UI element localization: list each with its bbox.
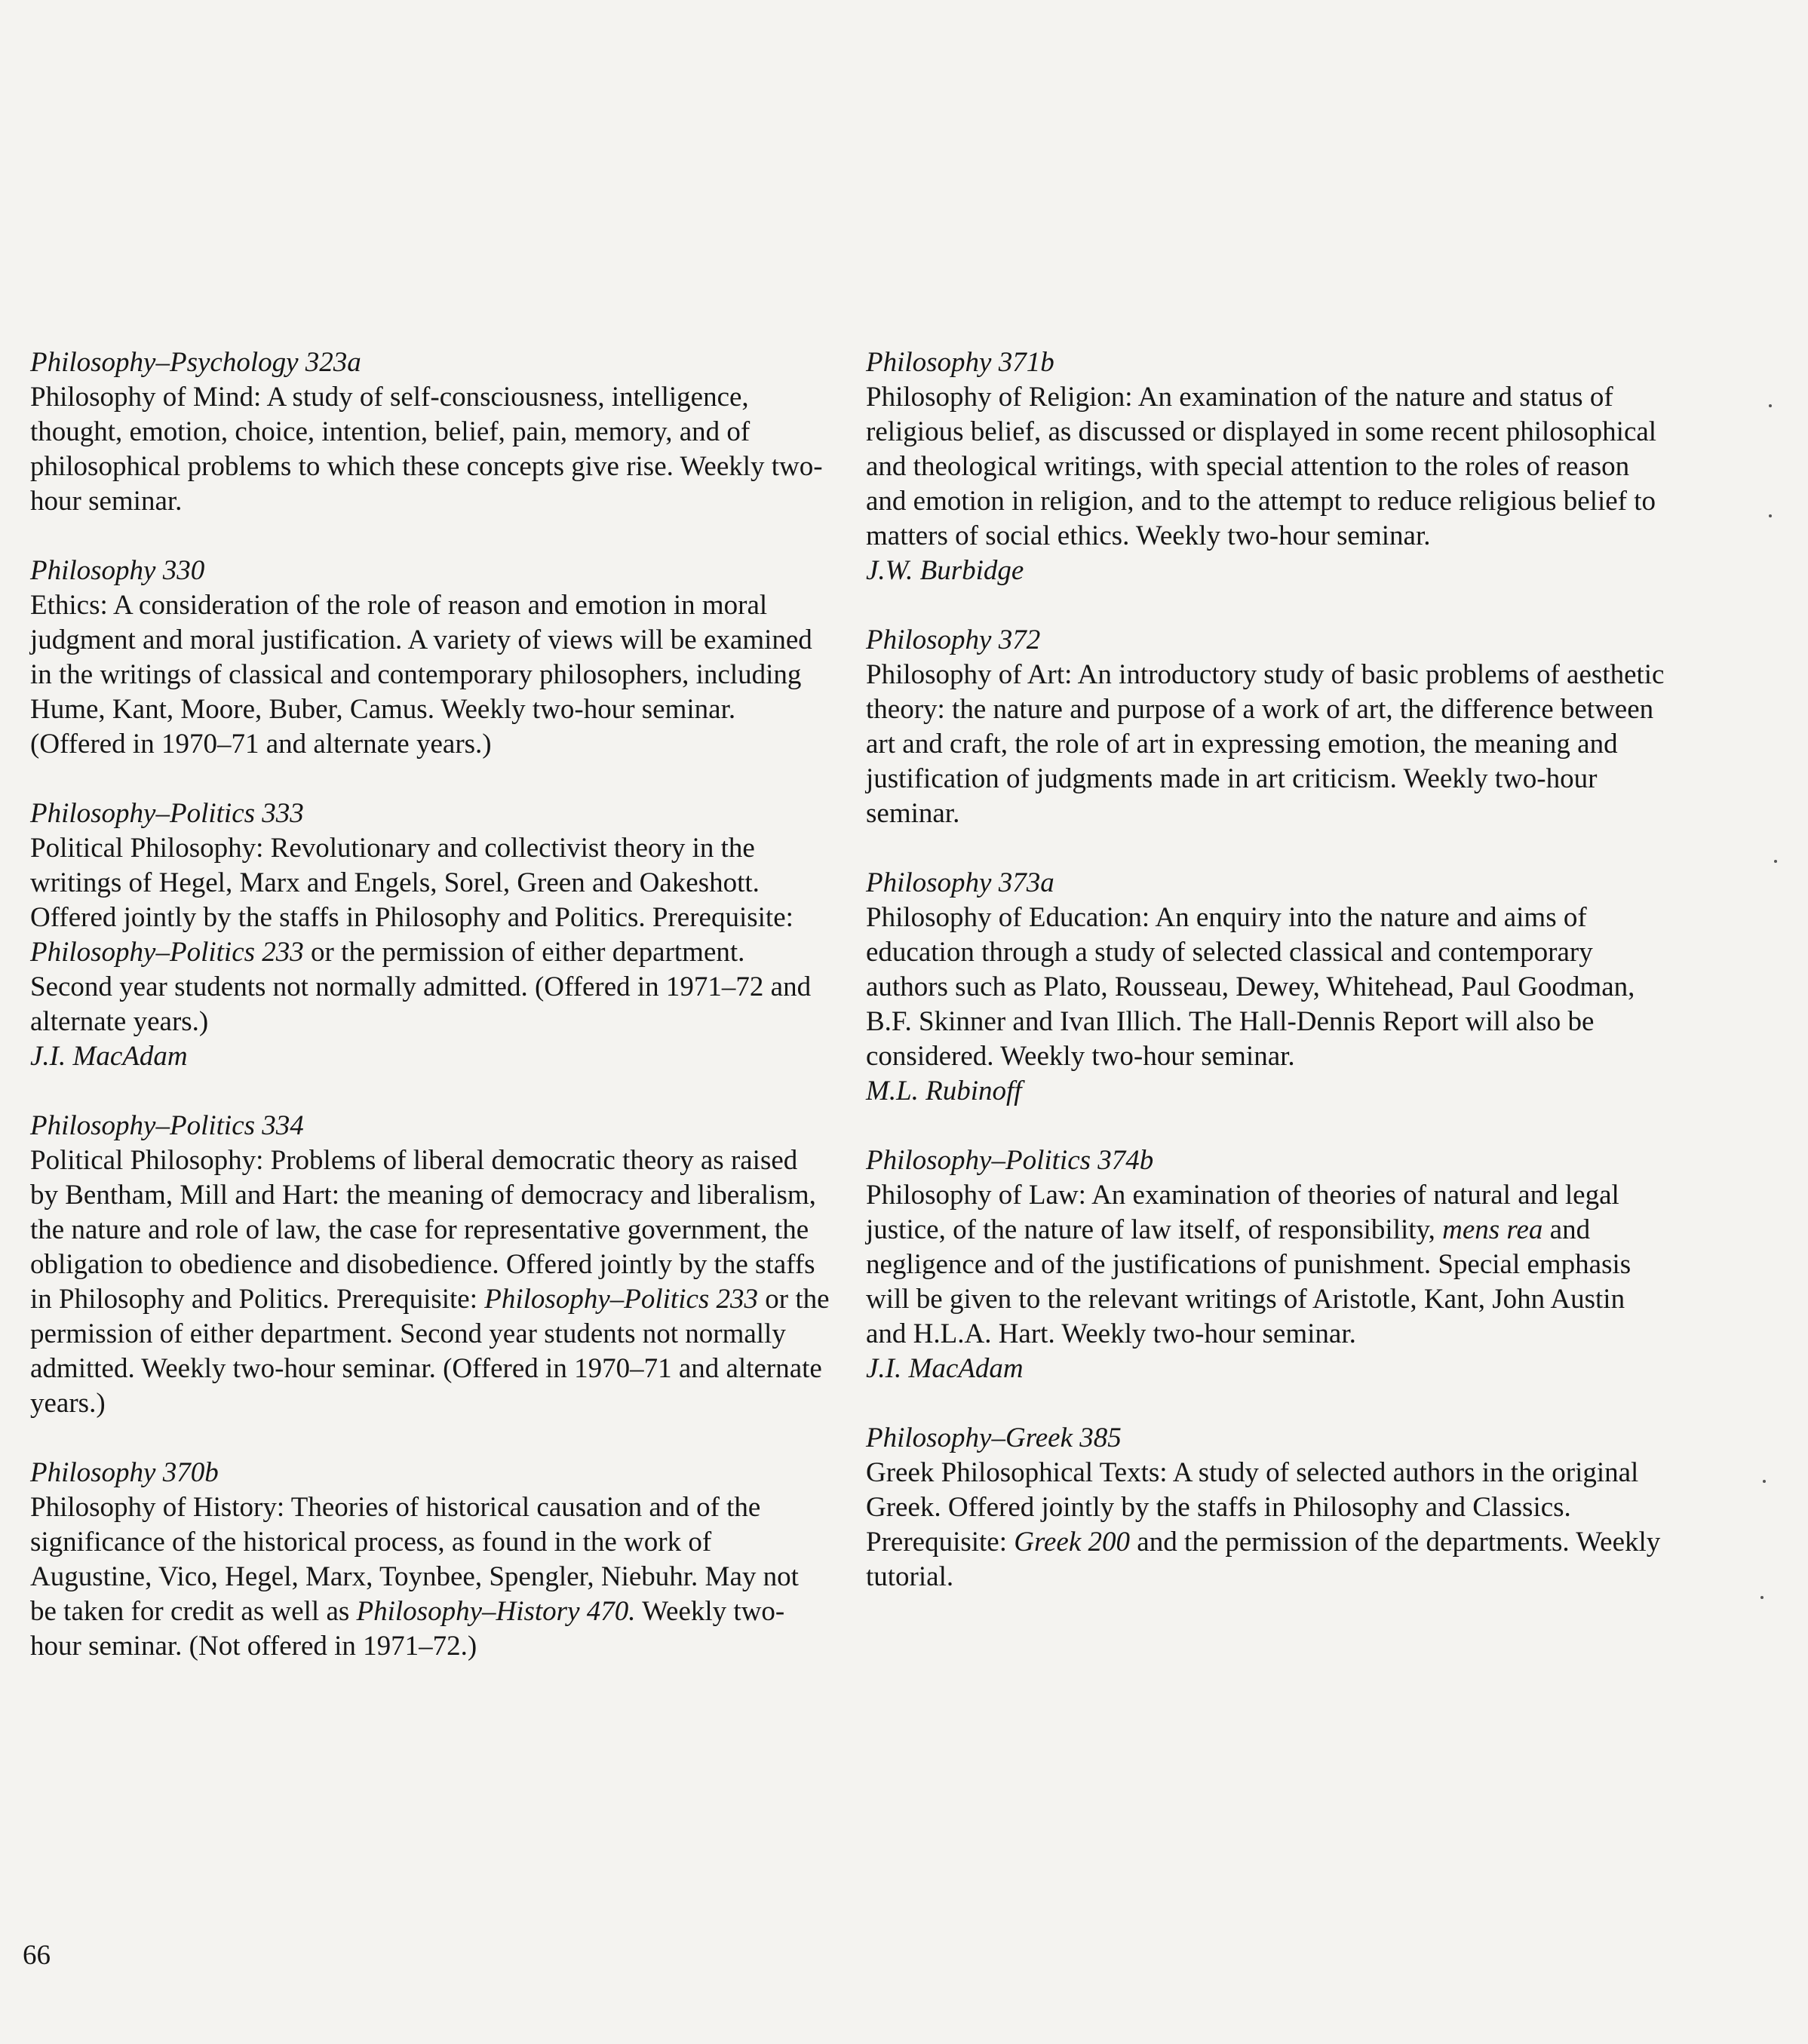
course-title: Philosophy 370b (30, 1457, 219, 1488)
course-entry (866, 866, 1665, 1109)
course-description (30, 380, 830, 519)
description-text: Philosophy of Law: An examination of theories of natural and legal justice, of the nature of law itself, of responsibility, (866, 1180, 1619, 1245)
course-description (30, 588, 830, 762)
course-title: Philosophy 330 (30, 555, 205, 586)
description-text: or the permission of either department. Second year students not normally admitted. (Offered in 1971–72 and alternate years.) (30, 937, 812, 1037)
description-text: and negligence and of the justifications of punishment. Special emphasis will be given to the relevant writings of Aristotle, Kant, John Austin and H.L.A. Hart. Weekly two-hour seminar. (866, 1214, 1631, 1349)
course-title: Philosophy–Politics 333 (30, 798, 304, 829)
scan-speck (1774, 860, 1777, 863)
description-text: Greek Philosophical Texts: A study of selected authors in the original Greek. Offered jointly by the staffs in Philosophy and Classics. Prerequisite: (866, 1457, 1639, 1558)
description-text: Philosophy of Religion: An examination of the nature and status of religious belief, as discussed or displayed in some recent philosophical and theological writings, with special attention to the roles of reason and emotion in religion, and to the attempt to reduce religious belief to matters of social ethics. Weekly two-hour seminar. (866, 382, 1657, 551)
course-title: Philosophy–Politics 334 (30, 1110, 304, 1141)
scan-speck (1763, 1480, 1766, 1483)
course-entry (866, 1143, 1665, 1386)
course-description (30, 1143, 830, 1421)
scan-speck (1769, 514, 1772, 517)
course-description (866, 658, 1665, 831)
course-entry (30, 796, 830, 1074)
course-entry (866, 345, 1665, 588)
course-description (866, 1456, 1665, 1594)
course-reference: Philosophy–History 470. (356, 1596, 636, 1627)
course-instructor: J.I. MacAdam (30, 1041, 188, 1072)
description-text: Philosophy of Education: An enquiry into the nature and aims of education through a study of selected classical and contemporary authors such as Plato, Rousseau, Dewey, Whitehead, Paul Goodman, B.F. Skinner and Ivan Illich. The Hall-Dennis Report will also be considered. Weekly two-hour seminar. (866, 902, 1635, 1072)
description-text: Philosophy of History: Theories of historical causation and of the significance of the historical process, as found in the work of Augustine, Vico, Hegel, Marx, Toynbee, Spengler, Niebuhr. May not be taken for credit as well as (30, 1492, 799, 1627)
course-description (866, 1178, 1665, 1352)
course-reference: mens rea (1442, 1214, 1543, 1245)
course-entry (30, 554, 830, 762)
right-column (866, 345, 1665, 1629)
course-reference: Greek 200 (1014, 1527, 1131, 1558)
course-title: Philosophy 372 (866, 625, 1041, 655)
course-description (866, 901, 1665, 1074)
description-text: Philosophy of Art: An introductory study of basic problems of aesthetic theory: the nature and purpose of a work of art, the difference between art and craft, the role of art in expressing emotion, the meaning and justification of judgments made in art criticism. Weekly two-hour seminar. (866, 659, 1665, 829)
course-description (30, 1490, 830, 1664)
course-title: Philosophy–Politics 374b (866, 1145, 1154, 1176)
description-text: Philosophy of Mind: A study of self-consciousness, intelligence, thought, emotion, choice, intention, belief, pain, memory, and of philosophical problems to which these concepts give rise. Weekly two-hour seminar. (30, 382, 823, 517)
course-description (866, 380, 1665, 554)
course-title: Philosophy–Psychology 323a (30, 347, 361, 378)
course-entry (30, 1456, 830, 1664)
scan-speck (1760, 1596, 1763, 1599)
course-title: Philosophy 373a (866, 867, 1054, 898)
course-entry (866, 1421, 1665, 1594)
left-column (30, 345, 830, 1699)
description-text: Weekly two-hour seminar. (Not offered in 1971–72.) (30, 1596, 785, 1662)
page-number: 66 (23, 1940, 51, 1971)
course-title: Philosophy–Greek 385 (866, 1423, 1122, 1453)
description-text: Political Philosophy: Problems of liberal democratic theory as raised by Bentham, Mill and Hart: the meaning of democracy and liberalism, the nature and role of law, the case for representative government, the obligation to obedience and disobedience. Offered jointly by the staffs in Philosophy and Politics. Prerequisite: (30, 1145, 816, 1315)
course-description (30, 831, 830, 1039)
description-text: or the permission of either department. Second year students not normally admitted. Weekly two-hour seminar. (Offered in 1970–71 and alternate years.) (30, 1284, 830, 1419)
course-title: Philosophy 371b (866, 347, 1054, 378)
course-entry (30, 1109, 830, 1421)
description-text: and the permission of the departments. Weekly tutorial. (866, 1527, 1661, 1592)
course-instructor: M.L. Rubinoff (866, 1076, 1022, 1106)
course-entry (866, 623, 1665, 831)
course-entry (30, 345, 830, 519)
description-text: Political Philosophy: Revolutionary and collectivist theory in the writings of Hegel, Marx and Engels, Sorel, Green and Oakeshott. Offered jointly by the staffs in Philosophy and Politics. Prerequisite: (30, 833, 793, 933)
course-instructor: J.W. Burbidge (866, 555, 1024, 586)
course-reference: Philosophy–Politics 233 (30, 937, 304, 968)
course-reference: Philosophy–Politics 233 (484, 1284, 759, 1315)
description-text: Ethics: A consideration of the role of reason and emotion in moral judgment and moral justification. A variety of views will be examined in the writings of classical and contemporary philosophers, including Hume, Kant, Moore, Buber, Camus. Weekly two-hour seminar. (Offered in 1970–71 and alternate years.) (30, 590, 812, 760)
scan-speck (1769, 404, 1772, 407)
course-instructor: J.I. MacAdam (866, 1353, 1024, 1384)
